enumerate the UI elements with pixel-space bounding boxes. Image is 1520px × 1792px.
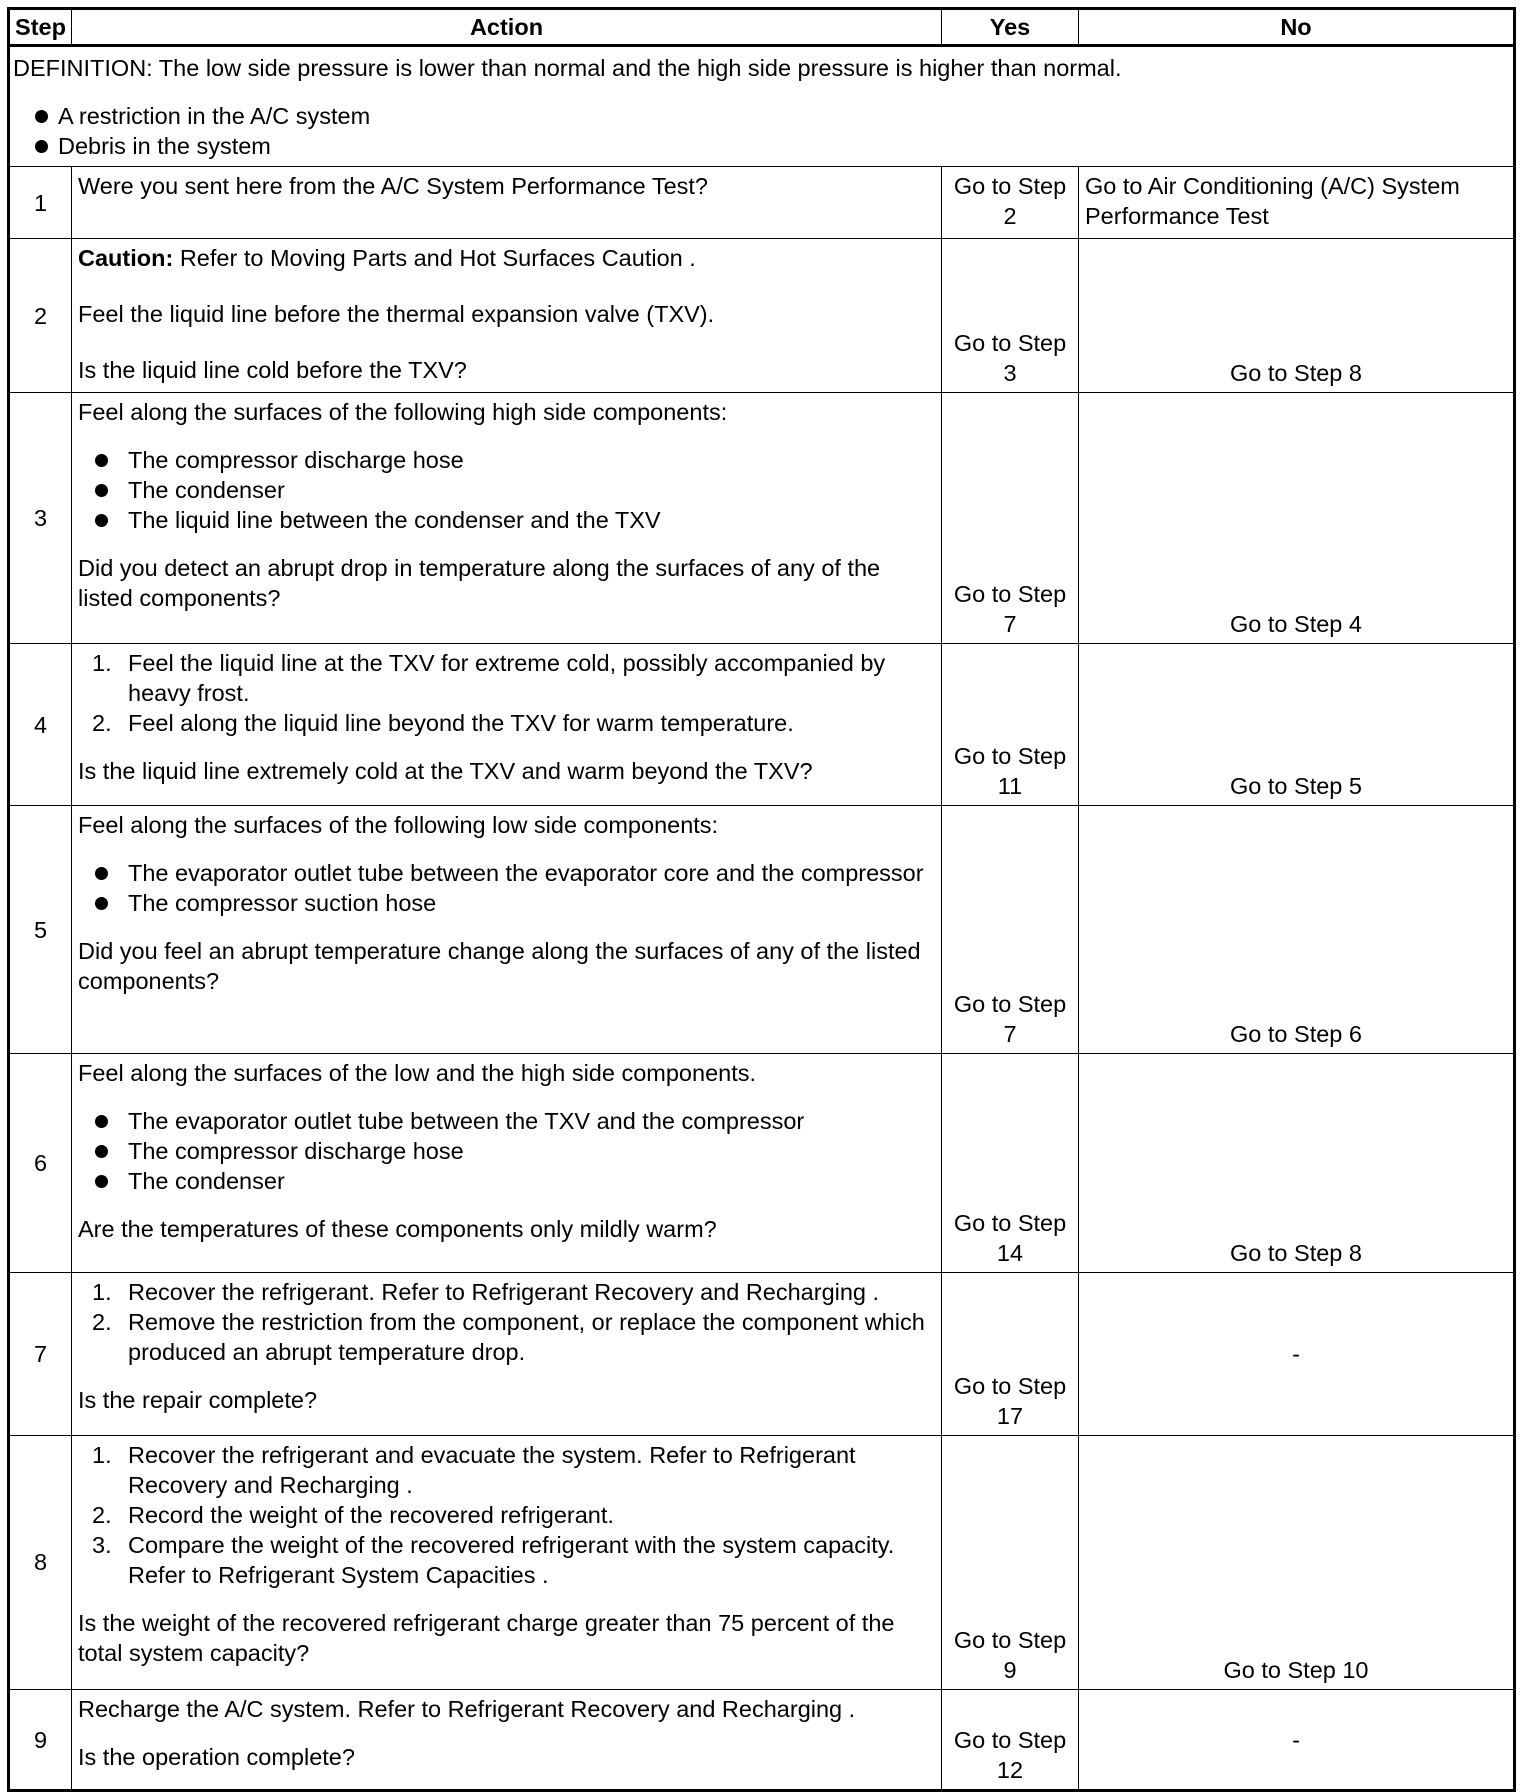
header-yes: Yes [942, 9, 1079, 46]
action-cell [72, 1273, 942, 1435]
question-text: Is the weight of the recovered refrigerant charge greater than 75 percent of the total system capacity? [78, 1609, 895, 1666]
yes-cell [942, 1435, 1079, 1690]
list-item: The compressor discharge hose [78, 445, 935, 475]
question-text: Were you sent here from the A/C System Performance Test? [78, 172, 708, 199]
list-item: The evaporator outlet tube between the TXV and the compressor [78, 1106, 935, 1136]
yes-step-number[interactable]: 3 [1003, 360, 1017, 387]
yes-link-label[interactable]: Go to Step [953, 581, 1067, 608]
list-number: 1. [92, 1279, 112, 1306]
list-item: The evaporator outlet tube between the evaporator core and the compressor [78, 858, 935, 888]
component-list [78, 445, 935, 535]
list-item: The compressor discharge hose [78, 1136, 935, 1166]
definition-text: DEFINITION: The low side pressure is lower than normal and the high side pressure is higher than normal. [13, 55, 1122, 81]
no-cell: - [1079, 1690, 1515, 1791]
action-cell [72, 239, 942, 393]
list-item [78, 1440, 935, 1500]
caution-text[interactable]: Refer to Moving Parts and Hot Surfaces Caution . [173, 245, 696, 272]
step-row-5 [9, 806, 1515, 1054]
component-list [78, 858, 935, 918]
no-cell[interactable]: Go to Step 8 [1079, 239, 1515, 393]
yes-link-label[interactable]: Go to Step [953, 172, 1067, 199]
yes-step-number[interactable]: 7 [1003, 1020, 1017, 1047]
yes-step-number[interactable]: 9 [1003, 1657, 1017, 1684]
action-cell [72, 393, 942, 644]
action-cell [72, 1690, 942, 1791]
no-cell[interactable]: Go to Step 6 [1079, 806, 1515, 1054]
list-number: 1. [92, 650, 112, 677]
list-item [78, 1530, 935, 1590]
header-no: No [1079, 9, 1515, 46]
yes-link-label[interactable]: Go to Step [953, 1727, 1067, 1753]
yes-link-label[interactable]: Go to Step [953, 1210, 1067, 1237]
step-number: 2 [9, 239, 72, 393]
instruction-text: Feel along the surfaces of the following high side components: [78, 399, 728, 426]
yes-step-number[interactable]: 17 [996, 1402, 1024, 1429]
list-item: The compressor suction hose [78, 888, 935, 918]
question-text: Is the operation complete? [78, 1744, 355, 1771]
question-text: Is the repair complete? [78, 1387, 318, 1414]
list-item [78, 1277, 935, 1307]
instruction-text: Feel along the surfaces of the following low side components: [78, 812, 719, 839]
step-number: 5 [9, 806, 72, 1054]
header-action: Action [72, 9, 942, 46]
yes-step-number[interactable]: 7 [1003, 611, 1017, 638]
list-item-text: Remove the restriction from the component, or replace the component which produced an abrupt temperature drop. [128, 1309, 925, 1366]
diagnostic-table [7, 7, 1516, 1792]
question-text: Is the liquid line cold before the TXV? [78, 357, 467, 384]
list-item: Debris in the system [13, 131, 1507, 161]
no-cell[interactable]: Go to Step 10 [1079, 1435, 1515, 1690]
list-number: 2. [92, 1309, 112, 1336]
list-item [78, 1307, 935, 1367]
step-row-3 [9, 393, 1515, 644]
action-cell [72, 1435, 942, 1690]
action-cell [72, 1053, 942, 1273]
component-list [78, 1106, 935, 1196]
instruction-text: Feel the liquid line before the thermal expansion valve (TXV). [78, 301, 715, 328]
procedure-list [78, 648, 935, 738]
list-item-text: Feel the liquid line at the TXV for extreme cold, possibly accompanied by heavy frost. [128, 650, 886, 707]
yes-link-label[interactable]: Go to Step [953, 743, 1067, 770]
yes-cell [942, 1053, 1079, 1273]
list-item-text: Recover the refrigerant and evacuate the system. Refer to Refrigerant Recovery and Recharging . [128, 1441, 856, 1498]
step-number: 3 [9, 393, 72, 644]
step-number: 1 [9, 166, 72, 238]
yes-step-number[interactable]: 2 [1003, 202, 1017, 229]
step-number: 6 [9, 1053, 72, 1273]
list-item [78, 1500, 935, 1530]
list-number: 2. [92, 1501, 112, 1528]
yes-step-number[interactable]: 11 [997, 773, 1023, 800]
question-text: Did you feel an abrupt temperature change along the surfaces of any of the listed components? [78, 938, 921, 995]
instruction-text: Recharge the A/C system. Refer to Refrigerant Recovery and Recharging . [78, 1696, 856, 1723]
list-item: The liquid line between the condenser and the TXV [78, 505, 935, 535]
action-cell [72, 806, 942, 1054]
list-number: 3. [92, 1531, 112, 1558]
list-item-text: Recover the refrigerant. Refer to Refrigerant Recovery and Recharging . [128, 1279, 880, 1306]
definition-bullets [13, 101, 1507, 161]
list-item: The condenser [78, 1166, 935, 1196]
procedure-list [78, 1440, 935, 1590]
step-row-1 [9, 166, 1515, 238]
step-row-6 [9, 1053, 1515, 1273]
action-cell [72, 644, 942, 806]
list-item-text: Record the weight of the recovered refrigerant. [128, 1501, 614, 1528]
no-cell[interactable]: Go to Step 5 [1079, 644, 1515, 806]
no-cell[interactable]: Go to Step 8 [1079, 1053, 1515, 1273]
yes-link-label[interactable]: Go to Step [953, 990, 1067, 1017]
yes-cell [942, 1690, 1079, 1791]
question-text: Is the liquid line extremely cold at the TXV and warm beyond the TXV? [78, 758, 813, 785]
list-item [78, 648, 935, 708]
list-item: A restriction in the A/C system [13, 101, 1507, 131]
step-number: 4 [9, 644, 72, 806]
yes-step-number[interactable]: 12 [996, 1757, 1024, 1783]
header-step: Step [9, 9, 72, 46]
yes-cell [942, 166, 1079, 238]
step-number: 9 [9, 1690, 72, 1791]
header-row [9, 9, 1515, 46]
list-item [78, 708, 935, 738]
step-row-4 [9, 644, 1515, 806]
yes-link-label[interactable]: Go to Step [953, 1627, 1067, 1654]
yes-step-number[interactable]: 14 [996, 1240, 1024, 1267]
yes-cell [942, 644, 1079, 806]
yes-link-label[interactable]: Go to Step [953, 330, 1067, 357]
procedure-list [78, 1277, 935, 1367]
yes-cell [942, 239, 1079, 393]
step-row-7 [9, 1273, 1515, 1435]
list-number: 2. [92, 710, 112, 737]
step-row-9 [9, 1690, 1515, 1791]
step-row-2 [9, 239, 1515, 393]
question-text: Are the temperatures of these components only mildly warm? [78, 1215, 717, 1242]
instruction-text: Feel along the surfaces of the low and the high side components. [78, 1059, 757, 1086]
yes-cell [942, 1273, 1079, 1435]
caution-line [78, 243, 935, 273]
definition-cell [9, 46, 1515, 167]
no-cell[interactable]: Go to Step 4 [1079, 393, 1515, 644]
question-text: Did you detect an abrupt drop in temperature along the surfaces of any of the listed components? [78, 555, 881, 612]
yes-cell [942, 393, 1079, 644]
list-item-text: Compare the weight of the recovered refrigerant with the system capacity. Refer to Refrigerant System Capacities . [128, 1531, 895, 1588]
action-cell [72, 166, 942, 238]
step-number: 8 [9, 1435, 72, 1690]
caution-label: Caution: [78, 245, 174, 272]
no-cell: - [1079, 1273, 1515, 1435]
list-item-text: Feel along the liquid line beyond the TXV for warm temperature. [128, 710, 794, 737]
step-row-8 [9, 1435, 1515, 1690]
list-number: 1. [92, 1441, 112, 1468]
no-cell[interactable]: Go to Air Conditioning (A/C) System Performance Test [1079, 166, 1515, 238]
step-number: 7 [9, 1273, 72, 1435]
definition-row [9, 46, 1515, 167]
yes-cell [942, 806, 1079, 1054]
yes-link-label[interactable]: Go to Step [953, 1372, 1067, 1399]
list-item: The condenser [78, 475, 935, 505]
